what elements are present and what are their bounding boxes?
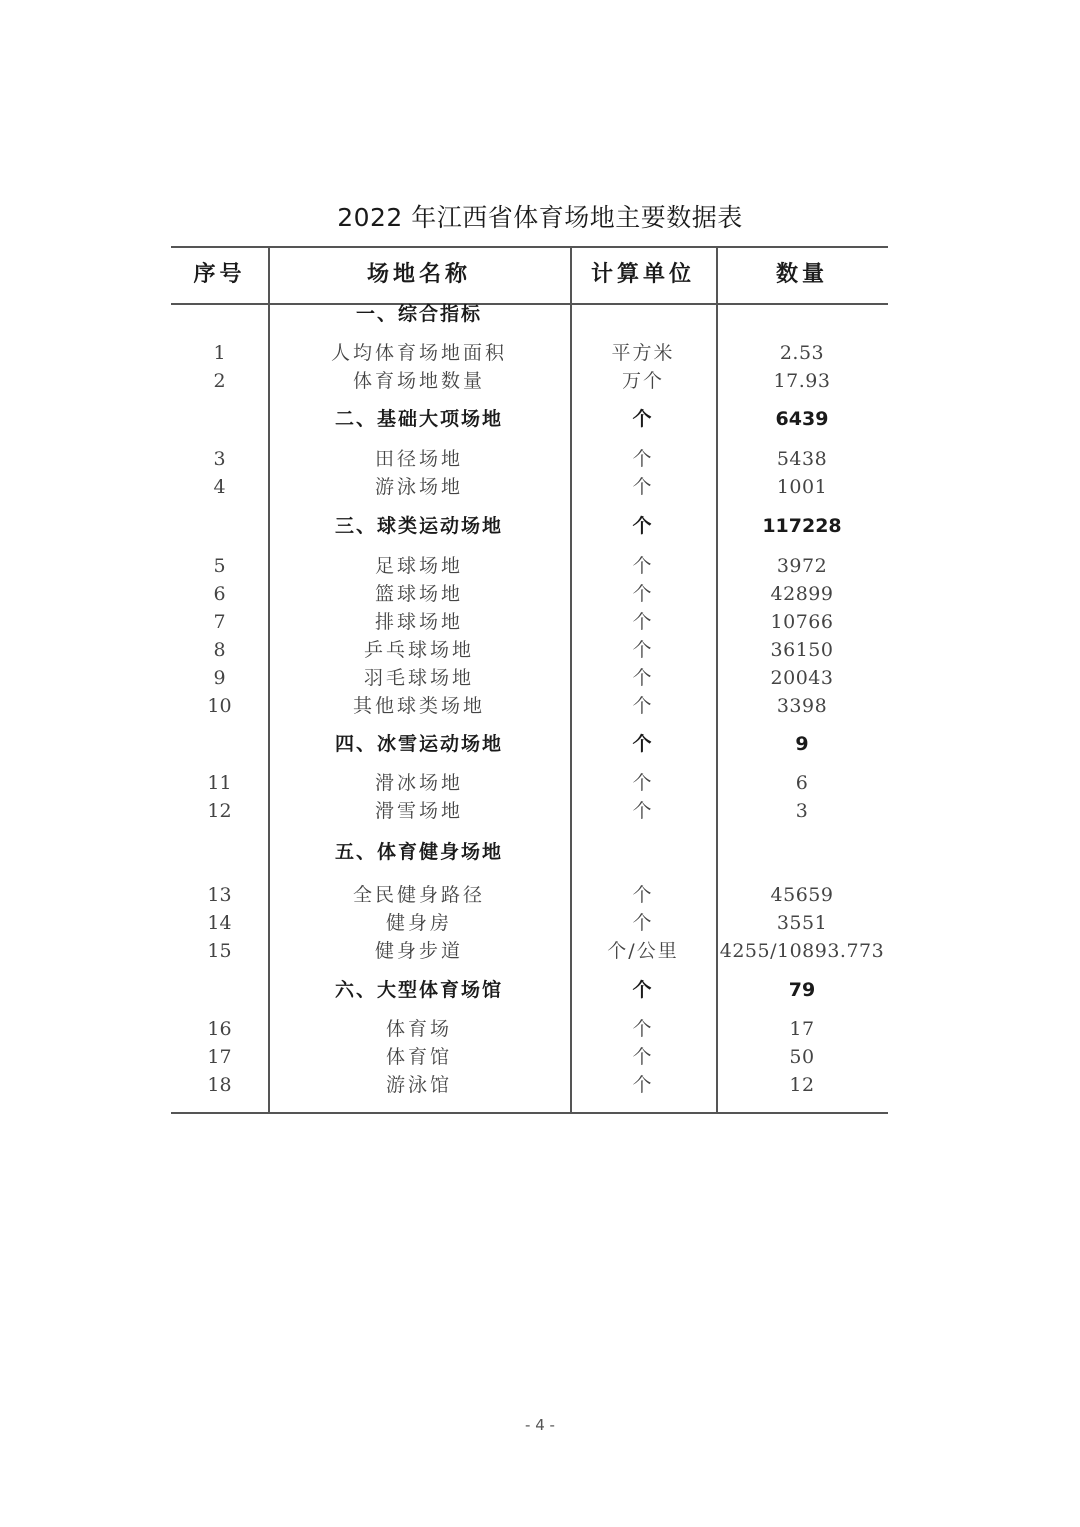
- venue-name: 二、基础大项场地: [334, 408, 503, 430]
- quantity: 4255/10893.773: [719, 940, 885, 962]
- quantity: 17: [789, 1018, 815, 1040]
- row-number: 12: [207, 800, 232, 822]
- data-table: [171, 246, 888, 1114]
- row-number: 11: [207, 772, 232, 794]
- table-row: [171, 769, 888, 797]
- page-number: - 4 -: [525, 1416, 555, 1434]
- quantity: 50: [789, 1046, 815, 1068]
- quantity: 1001: [776, 476, 828, 498]
- row-number: 14: [207, 912, 232, 934]
- venue-name: 六、大型体育场馆: [334, 979, 503, 1001]
- quantity: 6439: [775, 408, 829, 430]
- section-row: [171, 300, 888, 328]
- row-number: [171, 300, 268, 328]
- venue-name: 足球场地: [374, 555, 463, 577]
- quantity: 6: [795, 772, 809, 794]
- venue-name: 四、冰雪运动场地: [334, 733, 503, 755]
- venue-name: 体育馆: [385, 1046, 452, 1068]
- header-value: 数量: [775, 262, 828, 287]
- table-row: [171, 580, 888, 608]
- section-row: [171, 976, 888, 1004]
- unit: 个: [632, 408, 654, 430]
- unit: 个: [632, 772, 654, 794]
- quantity: 45659: [770, 884, 834, 906]
- venue-name: 滑冰场地: [374, 772, 463, 794]
- unit: 个: [632, 884, 654, 906]
- venue-name: 游泳馆: [385, 1074, 452, 1096]
- section-row: [171, 512, 888, 540]
- table-row: [171, 1043, 888, 1071]
- unit: 个: [632, 583, 654, 605]
- venue-name: 篮球场地: [374, 583, 463, 605]
- unit: 个/公里: [607, 940, 679, 962]
- table-top-rule: [171, 246, 888, 248]
- row-number: [171, 838, 268, 866]
- row-number: [171, 405, 268, 433]
- unit: 个: [632, 1018, 654, 1040]
- row-number: 1: [213, 342, 226, 364]
- quantity: 9: [795, 733, 809, 755]
- table-row: [171, 608, 888, 636]
- quantity: 3551: [776, 912, 828, 934]
- quantity: 12: [789, 1074, 815, 1096]
- section-row: [171, 730, 888, 758]
- table-row: [171, 339, 888, 367]
- row-number: 3: [213, 448, 226, 470]
- quantity: 42899: [770, 583, 834, 605]
- document-title: 2022 年江西省体育场地主要数据表: [337, 203, 743, 232]
- row-number: 8: [213, 639, 226, 661]
- quantity: [716, 300, 888, 328]
- table-row: [171, 367, 888, 395]
- header-no: 序号: [193, 262, 246, 287]
- table-row: [171, 552, 888, 580]
- row-number: [171, 730, 268, 758]
- quantity: 36150: [770, 639, 834, 661]
- row-number: 6: [213, 583, 226, 605]
- venue-name: 滑雪场地: [374, 800, 463, 822]
- venue-name: 乒乓球场地: [363, 639, 474, 661]
- quantity: 3398: [776, 695, 828, 717]
- table-bottom-rule: [171, 1112, 888, 1114]
- unit: 个: [632, 667, 654, 689]
- unit: 万个: [621, 370, 664, 392]
- quantity: 10766: [770, 611, 834, 633]
- unit: 个: [632, 555, 654, 577]
- quantity: [716, 838, 888, 866]
- venue-name: 一、综合指标: [355, 303, 482, 325]
- unit: 个: [632, 448, 654, 470]
- table-row: [171, 445, 888, 473]
- quantity: 3972: [776, 555, 828, 577]
- unit: 个: [632, 912, 654, 934]
- row-number: 17: [207, 1046, 232, 1068]
- table-row: [171, 797, 888, 825]
- unit: 个: [632, 515, 654, 537]
- header-name: 场地名称: [366, 262, 471, 287]
- quantity: 117228: [762, 515, 842, 537]
- row-number: 10: [207, 695, 232, 717]
- unit: [570, 838, 716, 866]
- quantity: 5438: [776, 448, 828, 470]
- unit: 个: [632, 1074, 654, 1096]
- quantity: 2.53: [779, 342, 825, 364]
- row-number: 15: [207, 940, 232, 962]
- venue-name: 排球场地: [374, 611, 463, 633]
- venue-name: 其他球类场地: [352, 695, 485, 717]
- venue-name: 全民健身路径: [352, 884, 485, 906]
- venue-name: 健身步道: [374, 940, 463, 962]
- unit: 平方米: [611, 342, 675, 364]
- venue-name: 田径场地: [374, 448, 463, 470]
- unit: 个: [632, 733, 654, 755]
- row-number: 5: [213, 555, 226, 577]
- quantity: 79: [788, 979, 816, 1001]
- table-row: [171, 636, 888, 664]
- row-number: [171, 976, 268, 1004]
- unit: [570, 300, 716, 328]
- header-unit: 计算单位: [590, 262, 695, 287]
- unit: 个: [632, 611, 654, 633]
- row-number: 4: [213, 476, 226, 498]
- unit: 个: [632, 695, 654, 717]
- table-row: [171, 881, 888, 909]
- table-row: [171, 473, 888, 501]
- row-number: 13: [207, 884, 232, 906]
- unit: 个: [632, 639, 654, 661]
- venue-name: 三、球类运动场地: [334, 515, 503, 537]
- unit: 个: [632, 800, 654, 822]
- table-row: [171, 1015, 888, 1043]
- unit: 个: [632, 979, 654, 1001]
- quantity: 3: [795, 800, 809, 822]
- table-row: [171, 692, 888, 720]
- venue-name: 体育场地数量: [352, 370, 485, 392]
- row-number: 7: [213, 611, 226, 633]
- unit: 个: [632, 1046, 654, 1068]
- unit: 个: [632, 476, 654, 498]
- table-row: [171, 664, 888, 692]
- row-number: 18: [207, 1074, 232, 1096]
- venue-name: 人均体育场地面积: [330, 342, 507, 364]
- venue-name: 游泳场地: [374, 476, 463, 498]
- row-number: [171, 512, 268, 540]
- venue-name: 体育场: [385, 1018, 452, 1040]
- section-row: [171, 838, 888, 866]
- table-row: [171, 909, 888, 937]
- venue-name: 健身房: [385, 912, 452, 934]
- venue-name: 羽毛球场地: [363, 667, 474, 689]
- table-row: [171, 1071, 888, 1099]
- row-number: 2: [213, 370, 226, 392]
- row-number: 9: [213, 667, 226, 689]
- section-row: [171, 405, 888, 433]
- table-row: [171, 937, 888, 965]
- row-number: 16: [207, 1018, 232, 1040]
- quantity: 20043: [770, 667, 834, 689]
- venue-name: 五、体育健身场地: [334, 841, 503, 863]
- quantity: 17.93: [773, 370, 831, 392]
